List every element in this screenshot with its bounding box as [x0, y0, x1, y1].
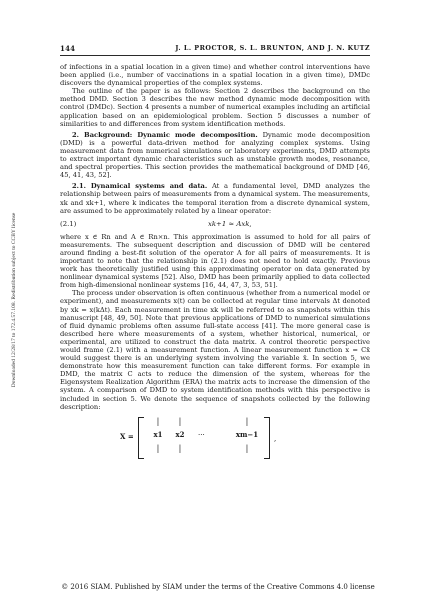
matrix-trailing-comma: ,	[274, 434, 277, 443]
matrix-column-last: | xm−1 |	[232, 415, 262, 455]
section-2	[60, 131, 370, 180]
body-text	[60, 63, 370, 461]
paragraph-intro-end: of infections in a spatial location in a given time) and whether control interventions have been applied (i.e., number of vaccinations in a spatial location in a given time), DMDc discovers the dynamical properties of the complex systems.	[60, 63, 370, 88]
snapshot-matrix	[60, 415, 370, 459]
matrix-left-bracket	[138, 417, 144, 459]
matrix-lhs: X =	[120, 431, 134, 441]
paragraph-outline: The outline of the paper is as follows: Section 2 describes the background on the method DMD. Section 3 describes the new method dynamic mode decomposition with control (DMDc). Section 4 presents a number of numerical examples including an artificial application based on an epidemiological problem. Section 5 discusses a number of similarities to and differences from system identification methods.	[60, 87, 370, 128]
page-number: 144	[60, 44, 76, 53]
download-note	[8, 150, 20, 450]
equation-body: xk+1 ≈ Axk,	[208, 219, 252, 228]
equation-2-1	[60, 218, 370, 230]
column-label: xm−1	[235, 429, 259, 439]
license-footer: © 2016 SIAM. Published by SIAM under the terms of the Creative Commons 4.0 license	[61, 583, 375, 591]
running-authors: J. L. PROCTOR, S. L. BRUNTON, AND J. N. KUTZ	[175, 44, 370, 52]
column-label: x2	[175, 429, 185, 439]
section-2-heading: 2. Background: Dynamic mode decomposition.	[72, 130, 258, 139]
matrix-column-1: | x1 |	[146, 415, 170, 455]
section-2-1	[60, 182, 370, 214]
paragraph-after-equation: where x ∈ Rn and A ∈ Rn×n. This approximation is assumed to hold for all pairs of measurements. The subsequent description and discussion of DMD will be centered around finding a best-fit solution of the operator A for all pairs of measurements. It is important to note that the relationship in (2.1) does not need to hold exactly. Previous work has theoretically justified using this approximating operator on data generated by nonlinear dynamical systems [52]. Also, DMD has been primarily applied to data collected from high-dimensional nonlinear systems [16, 44, 47, 3, 53, 51].	[60, 232, 370, 290]
header-rule	[60, 55, 370, 56]
matrix-right-bracket	[264, 417, 270, 459]
column-label: x1	[153, 429, 163, 439]
equation-number: (2.1)	[60, 219, 77, 228]
section-2-1-heading: 2.1. Dynamical systems and data.	[72, 182, 208, 191]
section-2-1-text: At a fundamental level, DMD analyzes the relationship between pairs of measurements from a dynamical system. The measurements, xk and xk+1, where k indicates the temporal iteration from a discrete dynamical system, are assumed to be approximately related by a linear operator:	[60, 182, 370, 215]
matrix-column-2: | x2 |	[168, 415, 192, 455]
download-note-text: Downloaded 12/28/17 to 172.4.57.108. Redistribution subject to CCBY license	[11, 212, 17, 388]
matrix-ellipsis: ...	[198, 428, 205, 437]
section-2-text: Dynamic mode decomposition (DMD) is a powerful data-driven method for analyzing complex systems. Using measurement data from numerical simulations or laboratory experiments, DMD attempts to extract important dynamic characteristics such as unstable growth modes, resonance, and spectral properties. This section provides the mathematical background of DMD [46, 45, 41, 43, 52].	[60, 130, 370, 180]
paragraph-process: The process under observation is often continuous (whether from a numerical model or experiment), and measurements x(t) can be collected at regular time intervals Δt denoted by xk = x(kΔt). Each measurement in time xk will be referred to as snapshots within this manuscript [48, 49, 50]. Note that previous applications of DMD to numerical simulations of fluid dynamic problems often assume full-state access [41]. The more general case is described here where measurements of a system, whether historical, numerical, or experimental, are utilized to construct the data matrix. A control theoretic perspective would frame (2.1) with a measurement function. A linear measurement function x = Cx̄ would suggest there is an underlying system involving the variable x̄. In section 5, we demonstrate how this measurement function can take different forms. For example in DMD, the matrix C acts to reduce the dimension of the system, whereas for the Eigensystem Realization Algorithm (ERA) the matrix acts to increase the dimension of the system. A comparison of DMD to system identification methods with this perspective is included in section 5. We denote the sequence of snapshots collected by the following description:	[60, 289, 370, 411]
